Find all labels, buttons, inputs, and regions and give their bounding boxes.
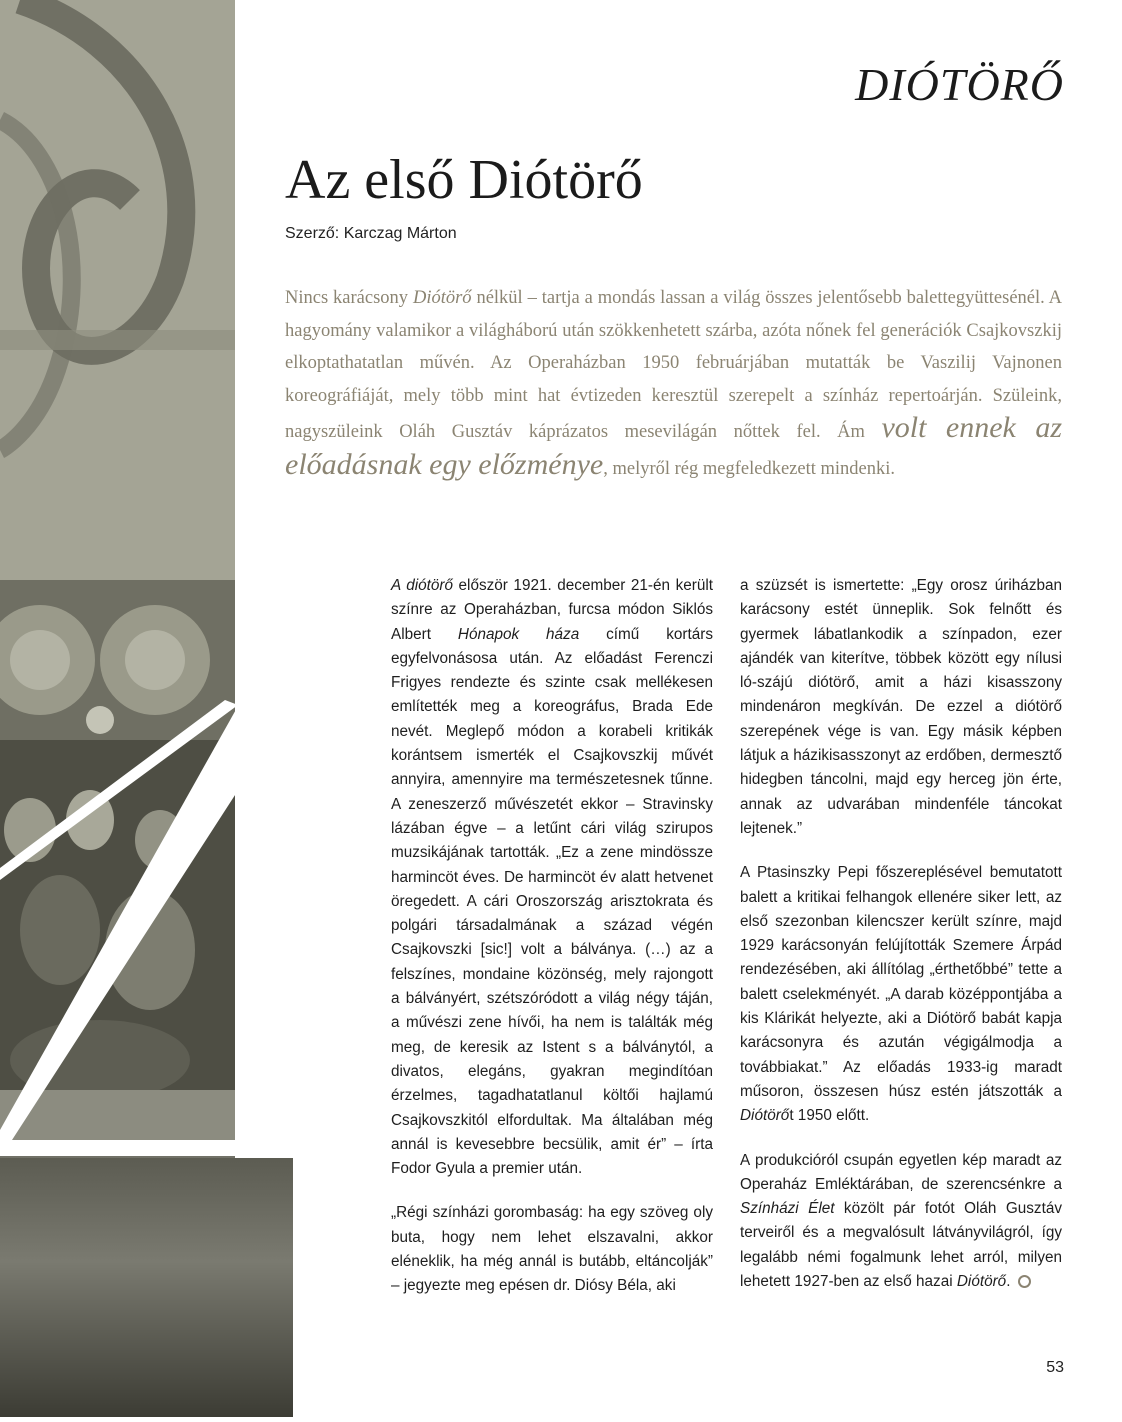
lead-text-2: nélkül – tartja a mondás lassan a világ összes jelentősebb balettegyüttesénél. A hagyomány valamikor a világháború után szökkenhetett szárba, azóta nőnek fel generációk Csajkovszkij elkoptathatatlan művén. Az Operaházban 1950 februárjában mutatták be Vaszilij Vajnonen koreográfiáját, mely több mint hat évtizeden keresztül szerepelt a színház repertoárján. Szüleink, nagyszüleink Oláh Gusztáv káprázatos mesevilágán nőttek fel. Ám (285, 288, 1063, 442)
body-text: közölt pár fotót Oláh Gusztáv terveiről és a megvalósult látványvilágról, így legalább némi fogalmunk lehet arról, milyen lehetett 1927-ben az első hazai (740, 1200, 1062, 1291)
article-title: Az első Diótörő (285, 149, 643, 211)
body-paragraph: a szüzsét is ismertette: „Egy orosz úriházban karácsony estét ünneplik. Sok felnőtt és gyermek lábatlankodik a színpadon, ezer ajándék van kiterítve, többek között egy nílusi ló-szájú diótörő, amit a házi kisasszony mindenáron megkíván. De ezzel a diótörő szerepének vége is van. Egy másik képben látjuk a házikisasszonyt az erdőben, dermesztő hidegben táncolni, majd egy herceg jön érte, annak az udvarában mindenféle táncokat lejtenek.” (740, 577, 1062, 837)
italic-work-title: Hónapok háza (457, 625, 580, 643)
end-of-article-icon (1018, 1275, 1031, 1288)
body-paragraph (740, 861, 1062, 1128)
author-byline: Szerző: Karczag Márton (285, 225, 457, 242)
italic-publication-title: Színházi Élet (740, 1200, 835, 1218)
lead-text-3: , melyről rég megfeledkezett mindenki. (603, 458, 896, 479)
lead-paragraph (285, 282, 1062, 485)
page-number: 53 (1046, 1359, 1064, 1376)
lead-text-1: Nincs karácsony (285, 288, 413, 308)
body-text: A produkcióról csupán egyetlen kép maradt az Operaház Emléktárában, de szerencsénkre a (740, 1151, 1062, 1193)
italic-work-title: Diótörő (740, 1107, 790, 1125)
body-paragraph: „Régi színházi gorombaság: ha egy szöveg oly buta, hogy nem lehet elszavalni, akkor eléneklik, ha még annál is butább, eltáncolják” – jegyezte meg epésen dr. Diósy Béla, aki (391, 1204, 713, 1295)
lead-highlight: volt ennek az előadásnak egy előzménye (285, 411, 1062, 481)
italic-work-title: A diótörő (391, 577, 453, 594)
body-paragraph (740, 1149, 1062, 1295)
stage-photo-bottom-fragment (0, 1158, 293, 1417)
body-text: című kortárs egyfelvonásosa után. Az előadást Ferenczi Frigyes rendezte és szinte csak mellékesen említették meg a koreográfus, Brada Ede nevét. Meglepő módon a korabeli kritikák korántsem ismerték el Csajkovszkij művét annyira, amennyire ma természetesnek tűnne. A zeneszerző művészetét ekkor – Stravinsky lázában égve – a letűnt cári világ szirupos muzsikájának tartották. „Ez a zene mindössze harmincöt éves. De harmincöt év alatt hetvenet öregedett. A cári Oroszország arisztokrata és polgári társadalmának a század végén Csajkovszki [sic!] volt a bálványa. (…) az a felszínes, mondaine közönség, mely rajongott a bálványért, szétszóródott a világ négy táján, a művészi zene hívői, ha nem is találták még meg, de keresik az Istent s a bálványtól, a divatos, elegáns, gyakran megindítóan érzelmes, tagadhatatlanul költői hajlamú Csajkovszkitól elfordultak. Ma általában még annál is kevesebbre becsülik, amit ér” – írta Fodor Gyula a premier után. (391, 625, 713, 1178)
italic-work-title: Diótörő (956, 1273, 1007, 1291)
lead-italic-title: Diótörő (412, 288, 472, 308)
body-column-1 (391, 574, 713, 1319)
section-tag: DIÓTÖRŐ (855, 59, 1064, 110)
body-paragraph (391, 574, 713, 1181)
body-text: először 1921. december 21-én került színre az Operaházban, furcsa módon Siklós Albert (391, 577, 713, 643)
body-text: . (1006, 1273, 1011, 1291)
body-column-2 (740, 574, 1062, 1314)
body-text: A Ptasinszky Pepi főszereplésével bemutatott balett a kritikai felhangok ellenére siker lett, az első szezonban kilencszer került színre, majd 1929 karácsonyán felújították Szemere Árpád rendezésében, aki állítólag „érthetőbbé” tette a balett cselekményét. „A darab középpontjába a kis Klárikát helyezte, aki a Diótörő babát kapja karácsonyra és azután végigálmodja a továbbiakat.” Az előadás 1933-ig maradt műsoron, összesen húsz estén játszották a (740, 864, 1062, 1100)
body-text: t 1950 előtt. (789, 1107, 870, 1125)
